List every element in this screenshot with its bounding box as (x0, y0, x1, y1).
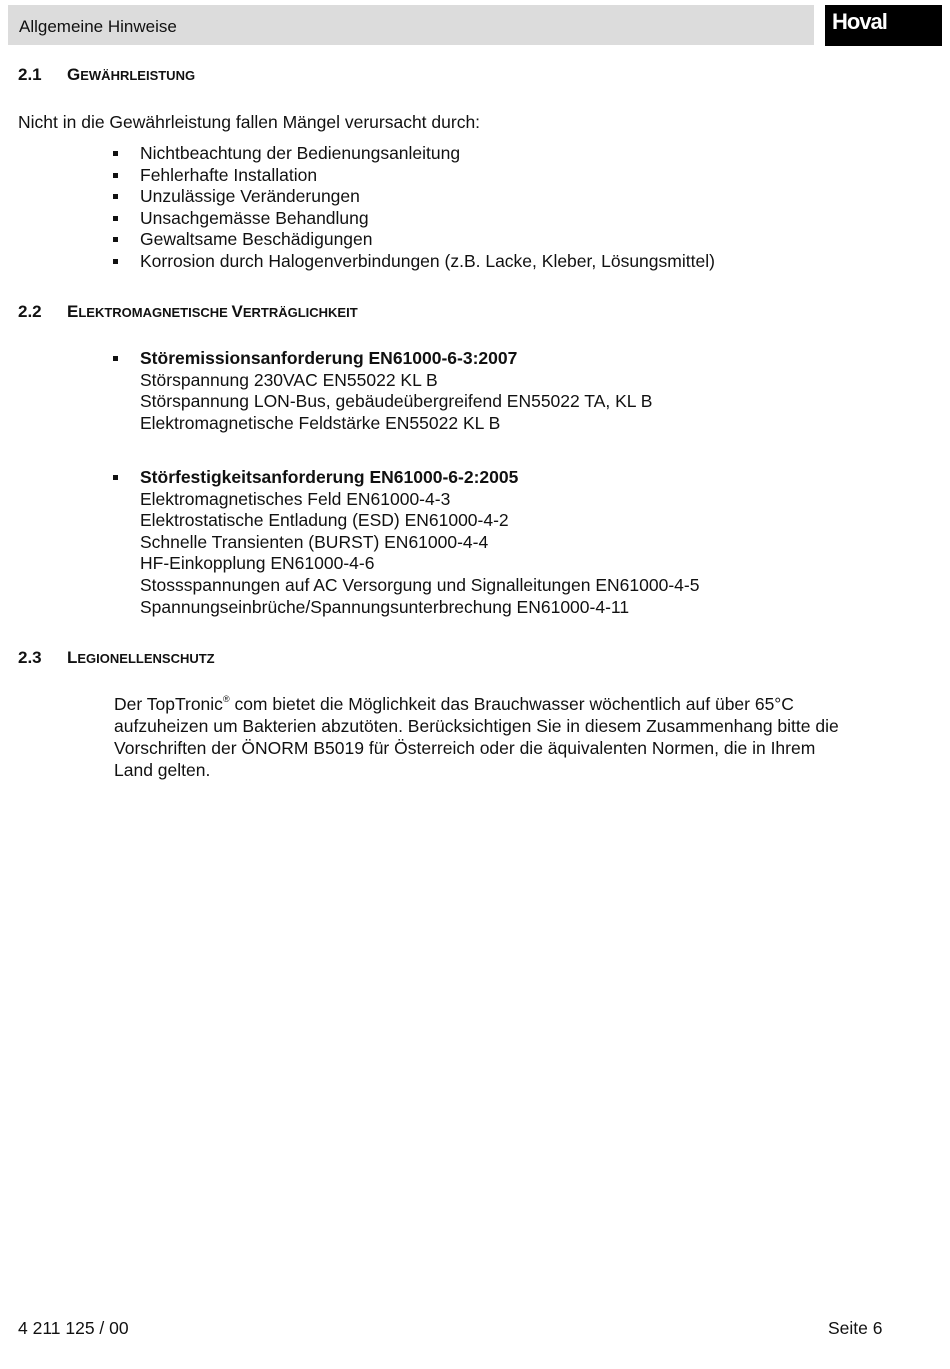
immunity-heading (113, 467, 699, 489)
section-title-initial: L (67, 648, 78, 667)
section-title-initial: E (67, 302, 79, 321)
list-item (113, 165, 715, 187)
bullet-icon (113, 194, 118, 199)
bullet-icon (113, 259, 118, 264)
emission-line: Störspannung LON-Bus, gebäudeübergreifend EN55022 TA, KL B (140, 391, 653, 412)
immunity-line: Stossspannungen auf AC Versorgung und Signalleitungen EN61000-4-5 (140, 574, 700, 595)
paragraph-text: Der TopTronic (114, 694, 223, 714)
bullet-icon (113, 151, 118, 156)
paragraph-line: aufzuheizen um Bakterien abzutöten. Berücksichtigen Sie in diesem Zusammenhang bitte die (114, 716, 839, 736)
section-title-rest: LEKTROMAGNETISCHE (78, 305, 232, 320)
list-item (113, 229, 715, 251)
list-item (113, 143, 715, 165)
registered-mark: ® (222, 694, 230, 704)
list-item-text: Unzulässige Veränderungen (140, 186, 360, 207)
immunity-line: Schnelle Transienten (BURST) EN61000-4-4 (140, 531, 489, 552)
paragraph-line: Land gelten. (114, 760, 211, 780)
paragraph-line: Vorschriften der ÖNORM B5019 für Österreich oder die äquivalenten Normen, die in Ihrem (114, 738, 816, 758)
list-item-text: Korrosion durch Halogenverbindungen (z.B. Lacke, Kleber, Lösungsmittel) (140, 250, 715, 271)
section-title-initial: G (67, 65, 81, 84)
list-item-text: Gewaltsame Beschädigungen (140, 229, 373, 250)
immunity-line: Spannungseinbrüche/Spannungsunterbrechung EN61000-4-11 (140, 596, 630, 617)
list-item-text: Unsachgemässe Behandlung (140, 207, 369, 228)
section-title-rest: ERTRÄGLICHKEIT (242, 305, 358, 320)
header-bar (8, 5, 814, 45)
bullet-icon (113, 356, 118, 361)
logo-text: Hoval (832, 9, 887, 34)
section-title-rest: EGIONELLENSCHUTZ (77, 651, 215, 666)
list-item (113, 186, 715, 208)
immunity-line: Elektrostatische Entladung (ESD) EN61000-4-2 (140, 510, 509, 531)
bullet-icon (113, 173, 118, 178)
emission-requirements-block (113, 348, 652, 434)
list-item (113, 208, 715, 230)
page-number: Seite 6 (828, 1318, 883, 1338)
section-number: 2.2 (18, 302, 42, 321)
bullet-icon (113, 216, 118, 221)
warranty-exclusion-list (113, 143, 715, 273)
immunity-heading-text: Störfestigkeitsanforderung EN61000-6-2:2005 (140, 467, 519, 487)
legionella-paragraph (114, 693, 904, 781)
section-title-initial: V (231, 302, 243, 321)
bullet-icon (113, 475, 118, 480)
section-2-3-heading (18, 648, 215, 668)
immunity-line: HF-Einkopplung EN61000-4-6 (140, 553, 375, 574)
emission-heading (113, 348, 652, 370)
warranty-intro: Nicht in die Gewährleistung fallen Mängel verursacht durch: (18, 112, 481, 132)
section-2-2-heading (18, 302, 358, 322)
emission-heading-text: Störemissionsanforderung EN61000-6-3:2007 (140, 348, 518, 368)
bullet-icon (113, 237, 118, 242)
list-item-text: Nichtbeachtung der Bedienungsanleitung (140, 143, 461, 163)
section-title-rest: EWÄHRLEISTUNG (80, 68, 196, 83)
immunity-line: Elektromagnetisches Feld EN61000-4-3 (140, 488, 451, 509)
immunity-requirements-block (113, 467, 699, 618)
list-item (113, 251, 715, 273)
list-item-text: Fehlerhafte Installation (140, 164, 318, 185)
section-number: 2.1 (18, 65, 42, 84)
emission-line: Störspannung 230VAC EN55022 KL B (140, 369, 438, 390)
paragraph-line (114, 693, 904, 715)
emission-line: Elektromagnetische Feldstärke EN55022 KL B (140, 412, 501, 433)
section-2-1-heading (18, 65, 195, 85)
hoval-logo (825, 5, 942, 46)
document-number: 4 211 125 / 00 (18, 1318, 129, 1338)
header-title: Allgemeine Hinweise (19, 17, 177, 36)
section-number: 2.3 (18, 648, 42, 667)
paragraph-text: com bietet die Möglichkeit das Brauchwasser wöchentlich auf über 65°C (229, 694, 794, 714)
